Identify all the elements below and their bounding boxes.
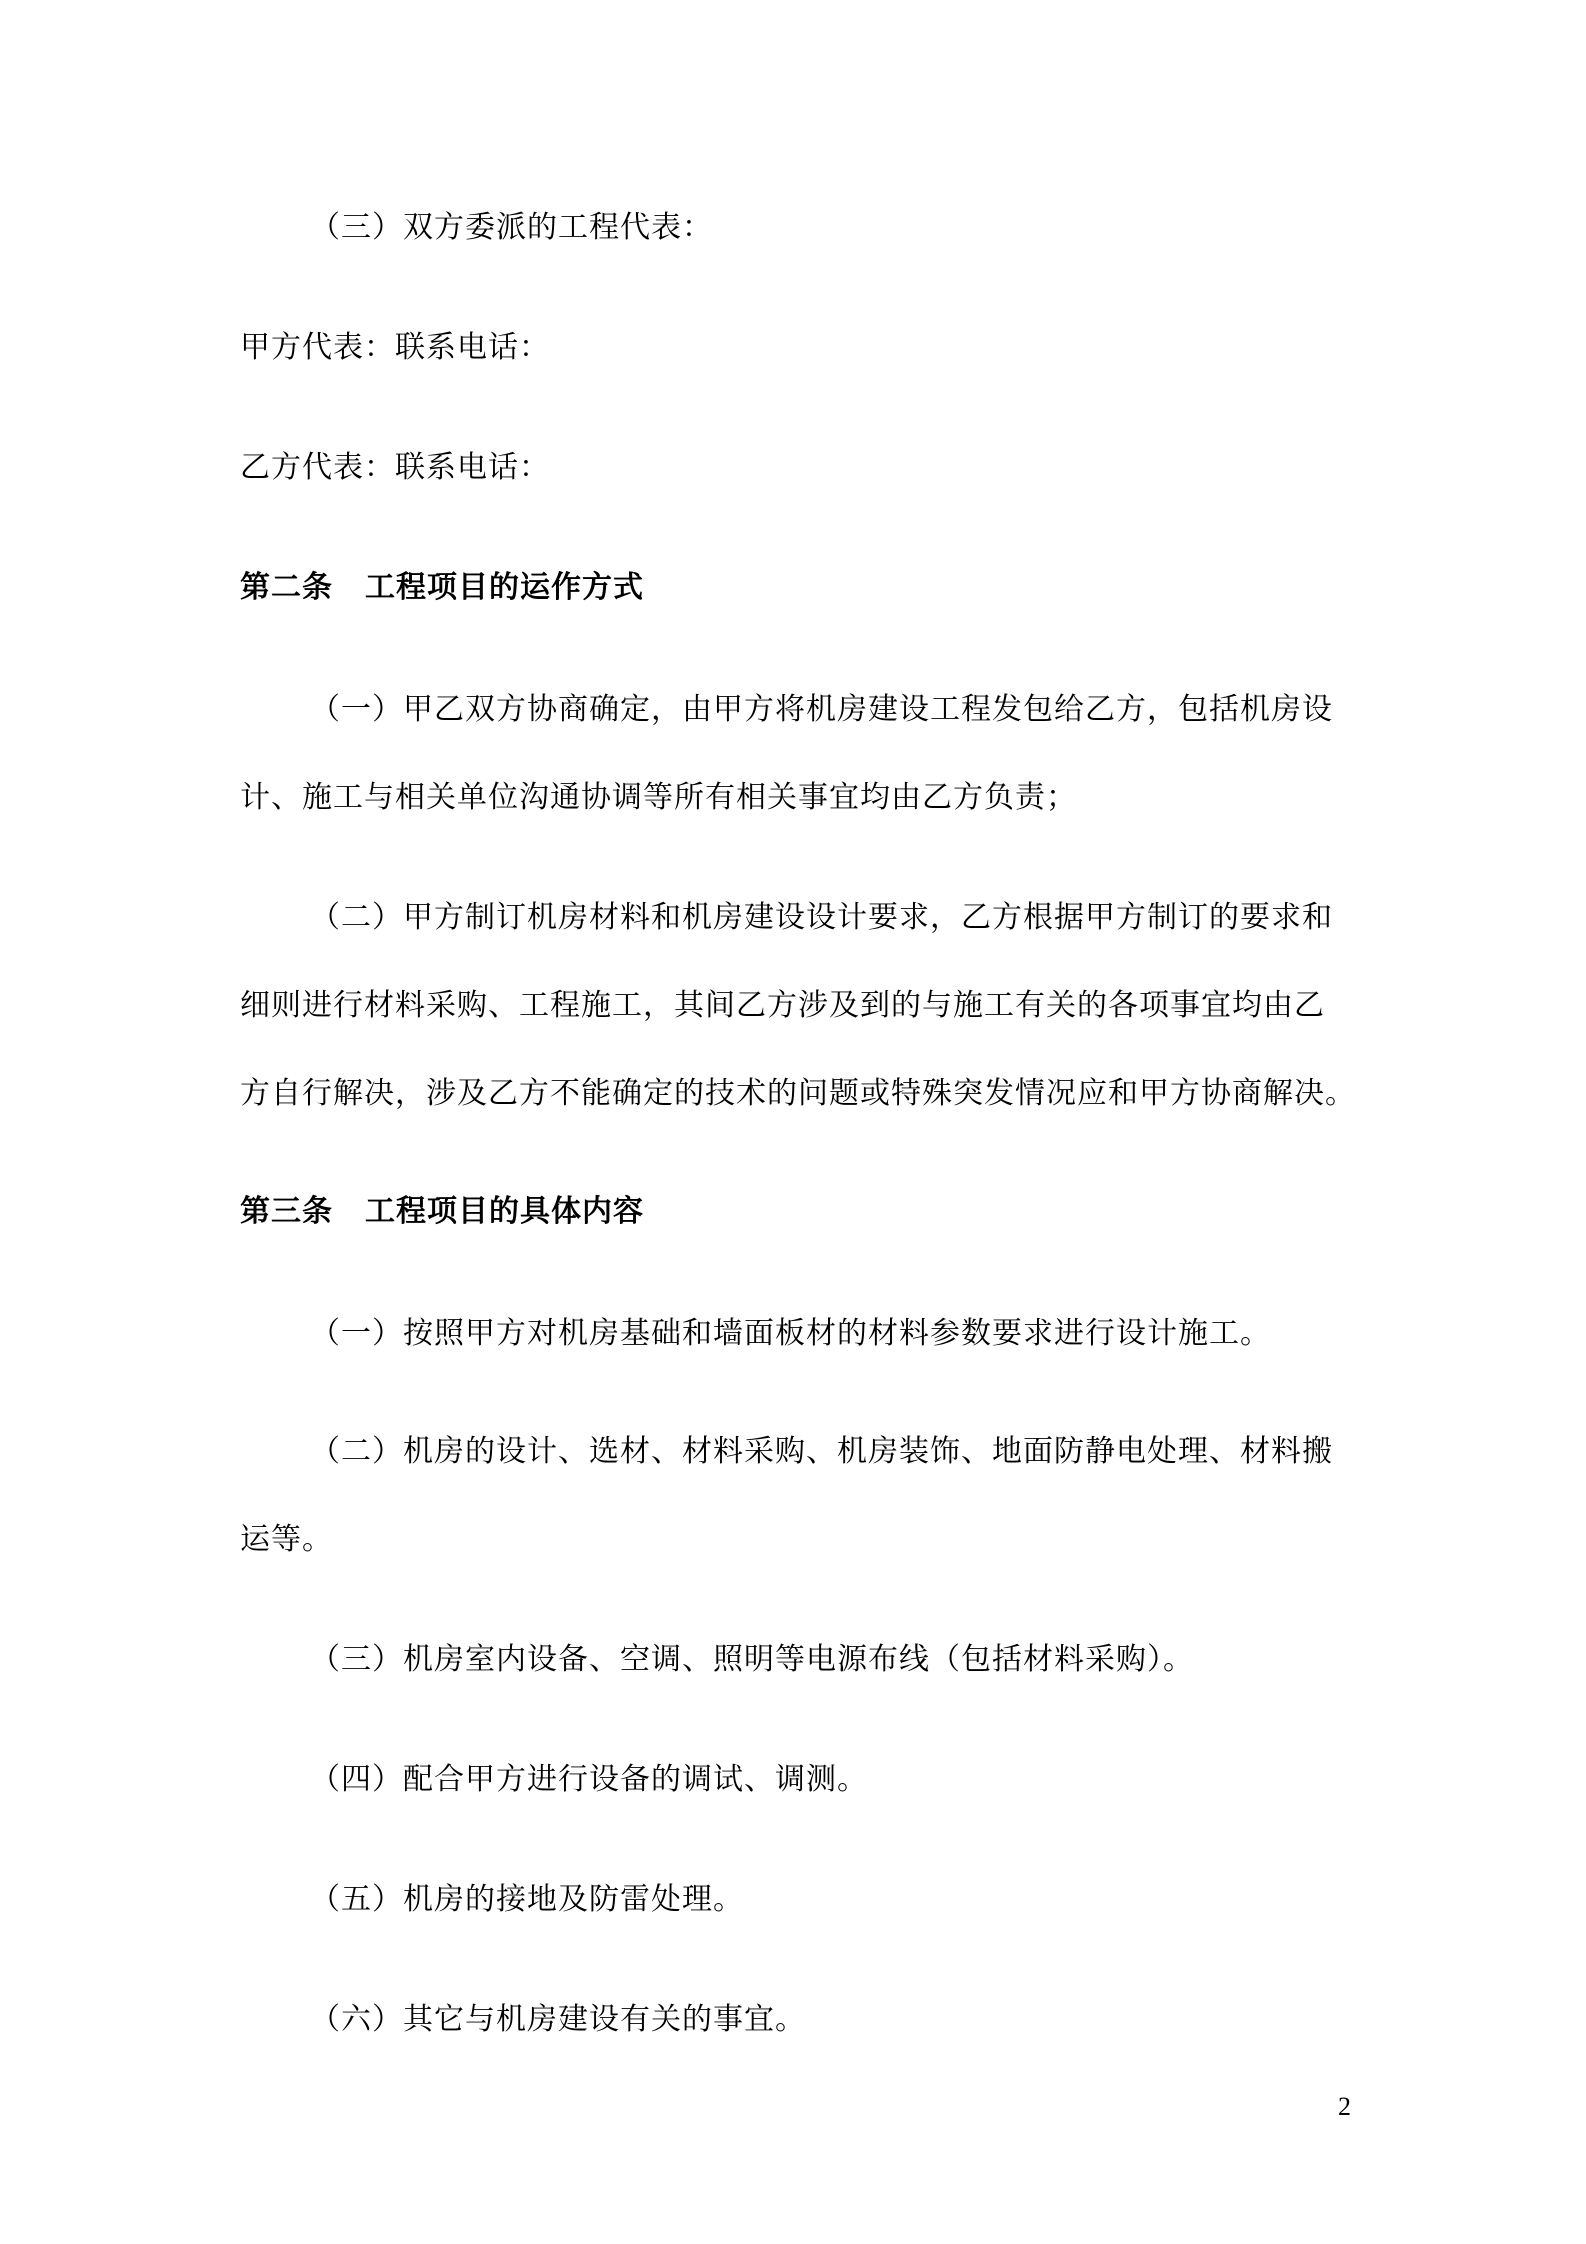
content-item-4: （四）配合甲方进行设备的调试、调测。 [310, 1762, 868, 1797]
content-item-1: （一）按照甲方对机房基础和墙面板材的材料参数要求进行设计施工。 [310, 1316, 1271, 1351]
content-item-2-line-1: （二）机房的设计、选材、材料采购、机房装饰、地面防静电处理、材料搬 [310, 1434, 1333, 1469]
paragraph-operation-2-line-1: （二）甲方制订机房材料和机房建设设计要求，乙方根据甲方制订的要求和 [310, 900, 1333, 935]
paragraph-operation-2-line-2: 细则进行材料采购、工程施工，其间乙方涉及到的与施工有关的各项事宜均由乙 [240, 988, 1325, 1023]
paragraph-operation-1-line-2: 计、施工与相关单位沟通协调等所有相关事宜均由乙方负责； [240, 780, 1077, 815]
party-b-representative-line: 乙方代表：联系电话： [240, 450, 550, 485]
party-a-representative-line: 甲方代表：联系电话： [240, 330, 550, 365]
page-number: 2 [1338, 2092, 1351, 2121]
article-2-number: 第二条 [240, 570, 333, 605]
paragraph-operation-1-line-1: （一）甲乙双方协商确定，由甲方将机房建设工程发包给乙方，包括机房设 [310, 692, 1333, 727]
paragraph-engineering-representatives: （三）双方委派的工程代表： [310, 210, 713, 245]
content-item-3: （三）机房室内设备、空调、照明等电源布线（包括材料采购）。 [310, 1642, 1194, 1677]
article-3-number: 第三条 [240, 1194, 333, 1229]
article-2-title: 工程项目的运作方式 [365, 570, 644, 605]
content-item-2-line-2: 运等。 [240, 1522, 333, 1557]
content-item-5: （五）机房的接地及防雷处理。 [310, 1882, 744, 1917]
paragraph-operation-2-line-3: 方自行解决，涉及乙方不能确定的技术的问题或特殊突发情况应和甲方协商解决。 [240, 1076, 1356, 1111]
article-3-heading [240, 1192, 644, 1232]
content-item-6: （六）其它与机房建设有关的事宜。 [310, 2002, 806, 2037]
article-2-heading [240, 568, 644, 608]
article-3-title: 工程项目的具体内容 [365, 1194, 644, 1229]
